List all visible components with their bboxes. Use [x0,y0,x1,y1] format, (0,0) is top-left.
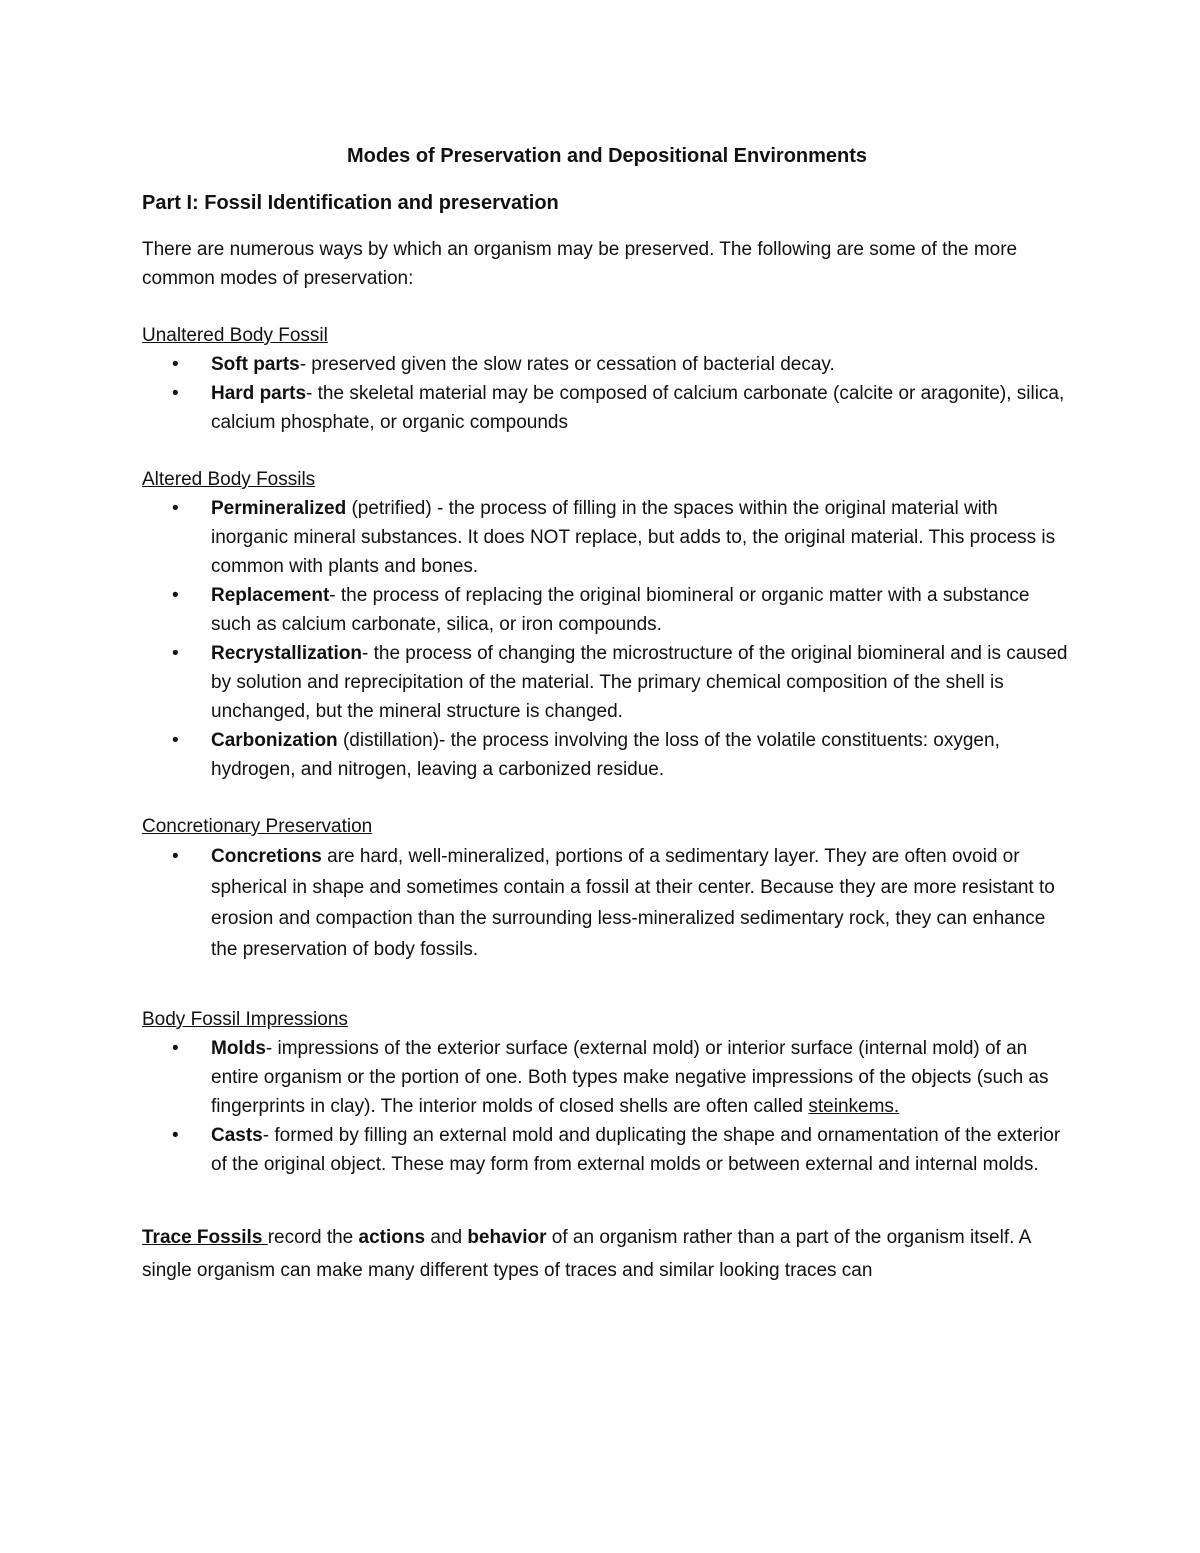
bullet-icon: • [172,846,179,867]
definition: - formed by filling an external mold and duplicating the shape and ornamentation of the exterior of the original object. These may form from external molds or between external and internal molds. [211,1125,1061,1175]
list-item [142,350,1072,379]
term: Carbonization [211,730,338,751]
bullet-icon: • [172,585,179,606]
list-impressions [142,1034,1072,1179]
document-body [142,140,1072,1287]
text-run: of an organism rather than a part of the organism itself. A single organism can make many different types of traces and similar looking traces can [142,1227,1031,1281]
list-item [142,494,1072,581]
bullet-icon: • [172,1038,179,1059]
steinkerns-term: steinkems. [808,1096,900,1117]
intro-paragraph: There are numerous ways by which an organism may be preserved. The following are some of the more common modes of preservation: [142,239,1018,289]
definition: (petrified) - the process of filling in the spaces within the original material with inorganic mineral substances. It does NOT replace, but adds to, the original material. This process is common with plants and bones. [211,498,1056,577]
section-impressions [142,1005,1072,1179]
definition: are hard, well-mineralized, portions of a sedimentary layer. They are often ovoid or spherical in shape and sometimes contain a fossil at their center. Because they are more resistant to erosion and compaction than the surrounding less-mineralized sedimentary rock, they can enhance the preservation of body fossils. [211,846,1055,960]
definition: - impressions of the exterior surface (external mold) or interior surface (internal mold) of an entire organism or the portion of one. Both types make negative impressions of the objects (such as fingerprints in clay). The interior molds of closed shells are often called [211,1038,1049,1117]
term: Casts [211,1125,263,1146]
section-heading-altered: Altered Body Fossils [142,469,316,490]
text-run: record the [267,1227,359,1248]
list-item [142,1121,1072,1179]
definition: - the skeletal material may be composed of calcium carbonate (calcite or aragonite), silica, calcium phosphate, or organic compounds [211,383,1065,433]
term: Recrystallization [211,643,362,664]
trace-fossils-lead: Trace Fossils [142,1227,268,1248]
definition: - preserved given the slow rates or cessation of bacterial decay. [299,354,835,375]
bullet-icon: • [172,643,179,664]
trace-fossils-paragraph [142,1221,1072,1287]
term: Molds [211,1038,266,1059]
term: Hard parts [211,383,307,404]
bullet-icon: • [172,1125,179,1146]
term: Concretions [211,846,322,867]
definition: (distillation)- the process involving the loss of the volatile constituents: oxygen, hydrogen, and nitrogen, leaving a carbonized residue. [211,730,1000,780]
definition: - the process of replacing the original biomineral or organic matter with a substance such as calcium carbonate, silica, or iron compounds. [211,585,1030,635]
section-unaltered [142,321,1072,437]
list-item [142,379,1072,437]
list-unaltered [142,350,1072,437]
bullet-icon: • [172,354,179,375]
emphasis-actions: actions [358,1227,426,1248]
emphasis-behavior: behavior [467,1227,547,1248]
term: Soft parts [211,354,300,375]
text-run: and [425,1227,468,1248]
list-altered [142,494,1072,784]
section-altered [142,465,1072,784]
bullet-icon: • [172,730,179,751]
list-item [142,581,1072,639]
definition: - the process of changing the microstructure of the original biomineral and is caused by solution and reprecipitation of the material. The primary chemical composition of the shell is unchanged, but the mineral structure is changed. [211,643,1068,722]
section-heading-impressions: Body Fossil Impressions [142,1009,348,1030]
section-concretionary [142,812,1072,965]
list-item [142,726,1072,784]
list-concretionary [142,841,1072,965]
term: Replacement [211,585,330,606]
bullet-icon: • [172,383,179,404]
list-item [142,1034,1072,1121]
list-item [142,841,1072,965]
bullet-icon: • [172,498,179,519]
term: Permineralized [211,498,347,519]
section-heading-unaltered: Unaltered Body Fossil [142,325,328,346]
list-item [142,639,1072,726]
section-heading-concretionary: Concretionary Preservation [142,816,373,837]
part-heading: Part I: Fossil Identification and preservation [142,192,559,214]
page-title: Modes of Preservation and Depositional Environments [346,145,868,167]
